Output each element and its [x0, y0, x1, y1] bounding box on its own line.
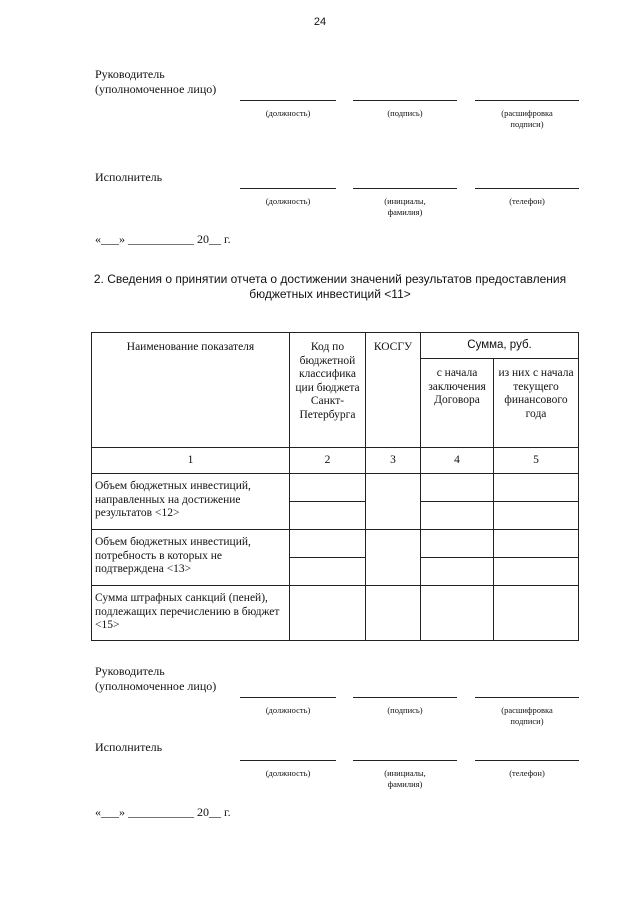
head-label-line1: Руководитель — [95, 67, 165, 81]
cell-r2a-code — [290, 530, 366, 558]
executor-initials-caption: (инициалы, фамилия) — [384, 196, 426, 217]
page-number: 24 — [313, 16, 327, 28]
head-position-line — [240, 100, 336, 101]
colnum-3: 3 — [366, 448, 421, 474]
cell-r1-kosgu — [366, 474, 421, 530]
colnum-2: 2 — [290, 448, 366, 474]
head-decoding-caption: (расшифровка подписи) — [501, 108, 553, 129]
head-label-2-line2: (уполномоченное лицо) — [95, 679, 217, 693]
executor-label-2: Исполнитель — [95, 740, 163, 754]
header-sum-current-year: из них с начала текущего финансового года — [494, 359, 579, 448]
cell-r1b-sum-year — [494, 502, 579, 530]
cell-r2b-sum-start — [421, 558, 494, 586]
cell-r1a-code — [290, 474, 366, 502]
cell-r3-sum-start — [421, 586, 494, 641]
executor-phone-line-2 — [475, 760, 579, 761]
executor-initials-line-2 — [353, 760, 457, 761]
executor-phone-line — [475, 188, 579, 189]
cell-r3-kosgu — [366, 586, 421, 641]
executor-phone-caption: (телефон) — [509, 196, 545, 206]
cell-r2b-code — [290, 558, 366, 586]
header-code: Код по бюджетной классифика ции бюджета Санкт-Петербурга — [290, 333, 366, 448]
executor-position-caption: (должность) — [265, 196, 311, 206]
head-label-line2: (уполномоченное лицо) — [95, 82, 217, 96]
head-label-2 — [95, 664, 216, 694]
executor-initials-line — [353, 188, 457, 189]
cell-r2a-sum-start — [421, 530, 494, 558]
header-kosgu: КОСГУ — [366, 333, 421, 448]
head-signature-caption-2: (подпись) — [387, 705, 423, 715]
colnum-5: 5 — [494, 448, 579, 474]
cell-r1a-sum-year — [494, 474, 579, 502]
header-sum: Сумма, руб. — [421, 333, 579, 359]
row-invest-unconfirmed: Объем бюджетных инвестиций, потребность в которых не подтверждена <13> — [92, 530, 290, 586]
colnum-4: 4 — [421, 448, 494, 474]
head-signature-line — [353, 100, 457, 101]
executor-position-line-2 — [240, 760, 336, 761]
executor-position-caption-2: (должность) — [265, 768, 311, 778]
executor-label: Исполнитель — [95, 170, 163, 184]
cell-r2-kosgu — [366, 530, 421, 586]
head-position-caption-2: (должность) — [265, 705, 311, 715]
head-position-line-2 — [240, 697, 336, 698]
section-heading: 2. Сведения о принятии отчета о достижении значений результатов предоставления бюджетных инвестиций <11> — [93, 272, 567, 301]
row-penalties: Сумма штрафных санкций (пеней), подлежащих перечислению в бюджет <15> — [92, 586, 290, 641]
executor-initials-caption-2: (инициалы, фамилия) — [384, 768, 426, 789]
head-label-2-line1: Руководитель — [95, 664, 165, 678]
cell-r3-code — [290, 586, 366, 641]
cell-r3-sum-year — [494, 586, 579, 641]
report-table — [91, 332, 579, 641]
executor-phone-caption-2: (телефон) — [509, 768, 545, 778]
head-decoding-caption-2: (расшифровка подписи) — [501, 705, 553, 726]
executor-position-line — [240, 188, 336, 189]
date-line: «___» ___________ 20__ г. — [95, 232, 231, 246]
cell-r1b-sum-start — [421, 502, 494, 530]
head-decoding-line-2 — [475, 697, 579, 698]
cell-r1b-code — [290, 502, 366, 530]
head-label — [95, 67, 216, 97]
cell-r2b-sum-year — [494, 558, 579, 586]
cell-r1a-sum-start — [421, 474, 494, 502]
cell-r2a-sum-year — [494, 530, 579, 558]
head-position-caption: (должность) — [265, 108, 311, 118]
colnum-1: 1 — [92, 448, 290, 474]
head-signature-caption: (подпись) — [387, 108, 423, 118]
head-decoding-line — [475, 100, 579, 101]
head-signature-line-2 — [353, 697, 457, 698]
header-name: Наименование показателя — [92, 333, 290, 448]
date-line-2: «___» ___________ 20__ г. — [95, 805, 231, 819]
header-sum-from-start: с начала заключения Договора — [421, 359, 494, 448]
row-invest-results: Объем бюджетных инвестиций, направленных на достижение результатов <12> — [92, 474, 290, 530]
